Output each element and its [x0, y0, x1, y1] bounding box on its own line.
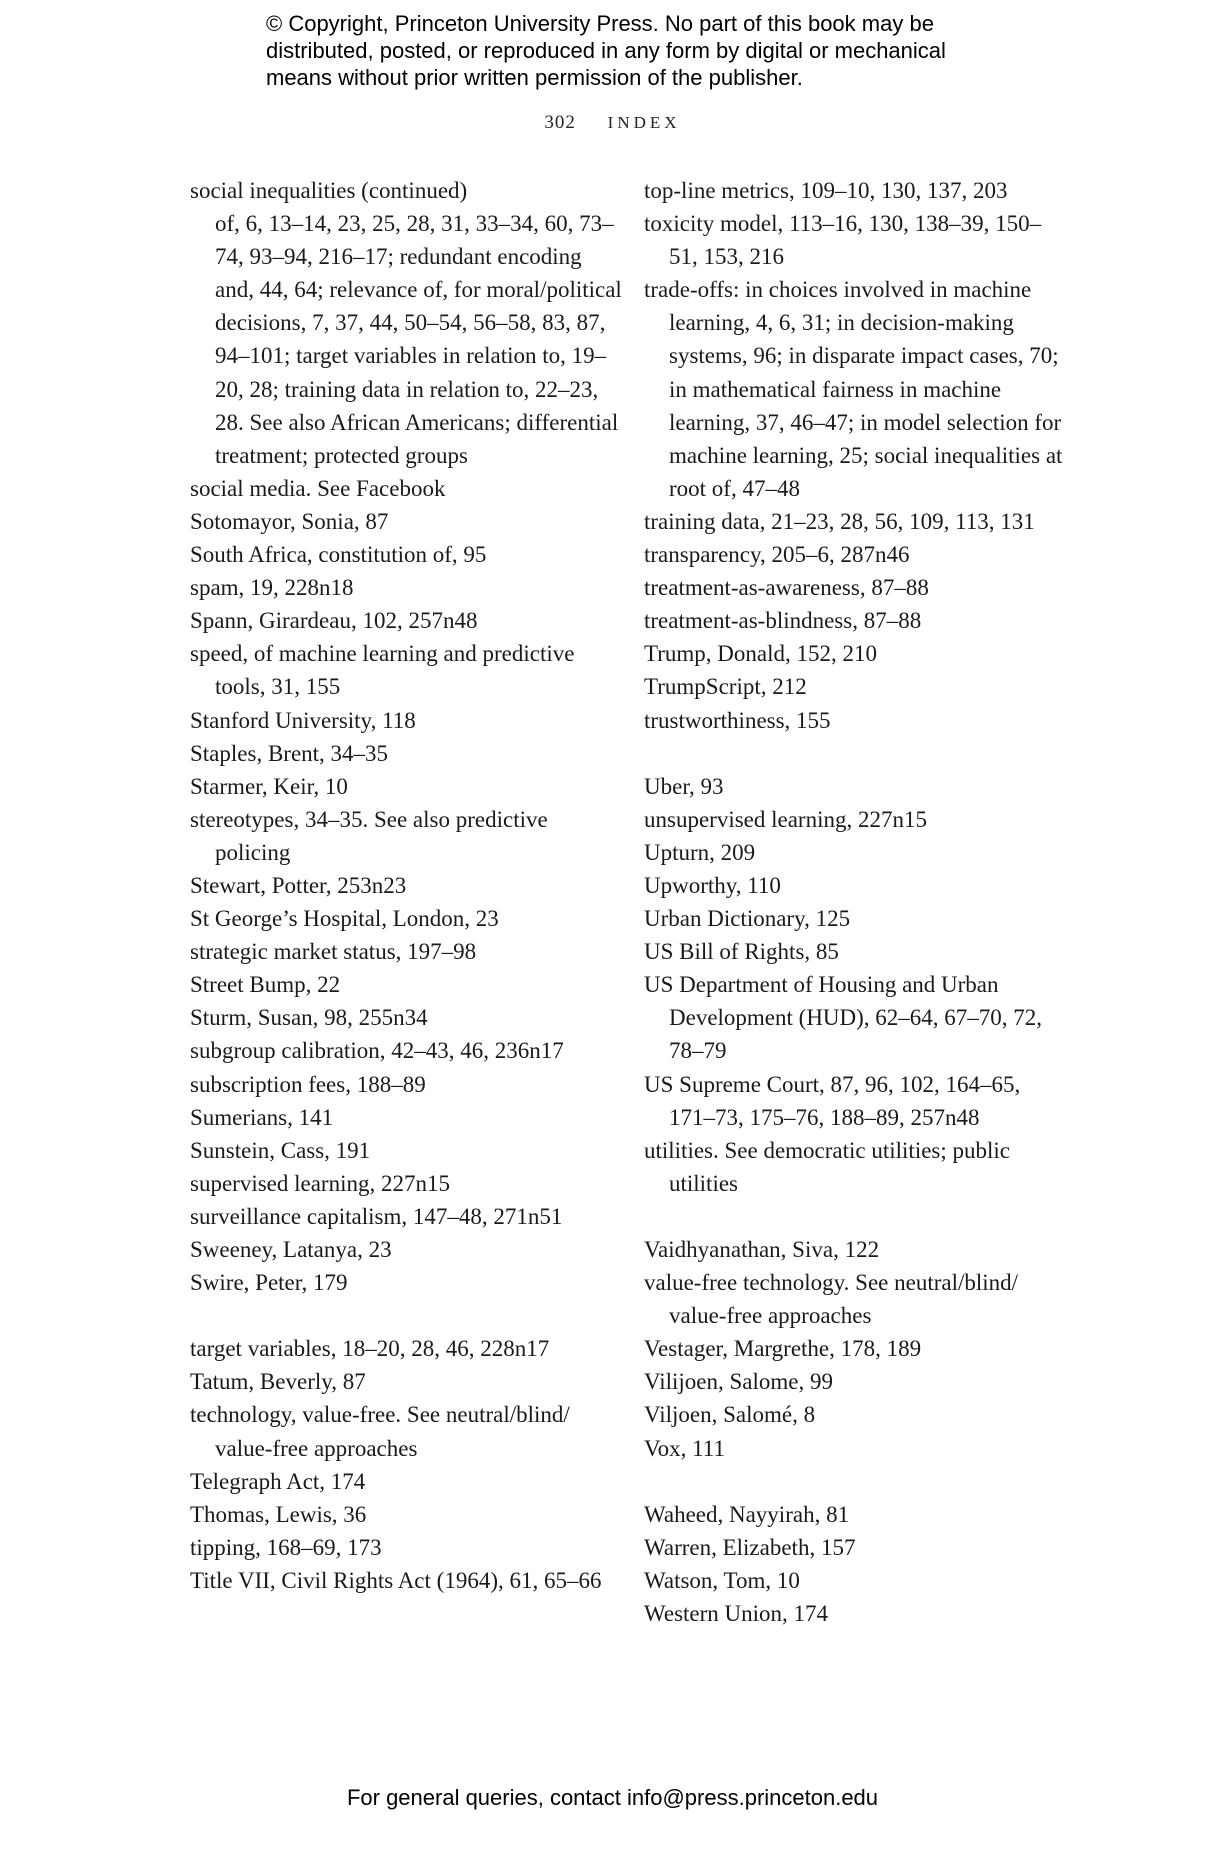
index-entry: Sweeney, Latanya, 23: [190, 1237, 392, 1262]
index-entry: supervised learning, 227n15: [190, 1170, 450, 1196]
index-entry: Sunstein, Cass, 191: [190, 1137, 371, 1163]
index-column-right: [644, 174, 1064, 1630]
index-entry: toxicity model, 113–16, 130, 138–39, 150–51, 153, 216: [644, 211, 1042, 270]
index-entry: technology, value-free. See neutral/blind/ value-free approaches: [190, 1402, 570, 1461]
index-entry: Waheed, Nayyirah, 81: [644, 1501, 850, 1527]
index-entry: unsupervised learning, 227n15: [644, 806, 927, 832]
index-entry: Staples, Brent, 34–35: [190, 740, 389, 766]
index-entry: Western Union, 174: [644, 1601, 829, 1627]
index-entry: TrumpScript, 212: [644, 674, 807, 700]
index-entry-continuation: of, 6, 13–14, 23, 25, 28, 31, 33–34, 60, 73–74, 93–94, 216–17; redundant encoding and, 44, 64; relevance of, for moral/political decisions, 7, 37, 44, 50–54, 56–58, 83, 87, 94–101; target variables in relation to, 19–20, 28; training data in relation to, 22–23, 28. See also African Americans; differential treatment; protected groups: [215, 211, 622, 468]
index-entry: target variables, 18–20, 28, 46, 228n17: [190, 1336, 550, 1362]
index-entry: Thomas, Lewis, 36: [190, 1501, 367, 1527]
index-column-left: [190, 174, 625, 1597]
index-entry: Spann, Girardeau, 102, 257n48: [190, 608, 478, 634]
index-entry: treatment-as-awareness, 87–88: [644, 575, 929, 601]
index-entry: subgroup calibration, 42–43, 46, 236n17: [190, 1038, 564, 1064]
index-section-gap: [644, 1465, 1064, 1498]
index-entry: subscription fees, 188–89: [190, 1071, 426, 1097]
index-entry: US Bill of Rights, 85: [644, 939, 839, 965]
index-entry: Upworthy, 110: [644, 872, 781, 898]
index-section-gap: [644, 1200, 1064, 1233]
index-entry: Watson, Tom, 10: [644, 1567, 800, 1593]
index-entry: Sturm, Susan, 98, 255n34: [190, 1005, 428, 1031]
copyright-line: means without prior written permission of the publisher.: [266, 65, 803, 90]
index-entry: Uber, 93: [644, 773, 724, 799]
copyright-line: © Copyright, Princeton University Press. No part of this book may be: [266, 11, 934, 36]
index-entry: spam, 19, 228n18: [190, 575, 354, 601]
index-entry: social inequalities (continued): [190, 178, 468, 203]
index-entry: Sotomayor, Sonia, 87: [190, 508, 389, 534]
index-entry: Telegraph Act, 174: [190, 1468, 366, 1494]
index-entry: tipping, 168–69, 173: [190, 1534, 382, 1560]
index-entry: value-free technology. See neutral/blind/ value-free approaches: [644, 1270, 1019, 1329]
index-entry: St George’s Hospital, London, 23: [190, 906, 499, 932]
index-entry: training data, 21–23, 28, 56, 109, 113, 131: [644, 508, 1035, 534]
index-entry: Vox, 111: [644, 1435, 725, 1461]
copyright-line: distributed, posted, or reproduced in any form by digital or mechanical: [266, 38, 946, 63]
index-entry: Street Bump, 22: [190, 972, 341, 998]
index-entry: trade-offs: in choices involved in machine learning, 4, 6, 31; in decision-making systems, 96; in disparate impact cases, 70; in mathematical fairness in machine learning, 37, 46–47; in model selection for machine learning, 25; social inequalities at root of, 47–48: [644, 277, 1063, 501]
index-section-gap: [644, 737, 1064, 770]
index-entry: surveillance capitalism, 147–48, 271n51: [190, 1203, 563, 1229]
page-number: 302: [544, 112, 576, 133]
index-entry: Starmer, Keir, 10: [190, 773, 348, 799]
index-entry: Vestager, Margrethe, 178, 189: [644, 1336, 922, 1362]
index-entry: stereotypes, 34–35. See also predictive policing: [190, 806, 548, 865]
index-entry: Tatum, Beverly, 87: [190, 1369, 366, 1395]
index-entry: South Africa, constitution of, 95: [190, 542, 487, 568]
index-section-gap: [190, 1299, 625, 1332]
index-entry: Trump, Donald, 152, 210: [644, 641, 877, 667]
index-entry: treatment-as-blindness, 87–88: [644, 608, 922, 634]
index-entry: top-line metrics, 109–10, 130, 137, 203: [644, 178, 1008, 203]
index-entry: Stewart, Potter, 253n23: [190, 872, 407, 898]
index-entry: Viljoen, Salomé, 8: [644, 1402, 816, 1428]
index-entry: speed, of machine learning and predictive tools, 31, 155: [190, 641, 575, 700]
footer-contact: For general queries, contact info@press.princeton.edu: [346, 1785, 879, 1810]
index-entry: strategic market status, 197–98: [190, 939, 477, 965]
index-entry: social media. See Facebook: [190, 475, 446, 501]
index-entry: Vaidhyanathan, Siva, 122: [644, 1237, 880, 1262]
index-entry: trustworthiness, 155: [644, 707, 831, 733]
running-head: [0, 112, 1225, 134]
index-entry: US Supreme Court, 87, 96, 102, 164–65, 171–73, 175–76, 188–89, 257n48: [644, 1071, 1021, 1130]
index-entry: Urban Dictionary, 125: [644, 906, 851, 932]
index-entry: US Department of Housing and Urban Development (HUD), 62–64, 67–70, 72, 78–79: [644, 972, 1043, 1064]
index-entry: Vilijoen, Salome, 99: [644, 1369, 833, 1395]
index-entry: Sumerians, 141: [190, 1104, 334, 1130]
index-entry: utilities. See democratic utilities; public utilities: [644, 1137, 1011, 1196]
copyright-notice: [266, 10, 986, 91]
index-entry: transparency, 205–6, 287n46: [644, 542, 910, 568]
index-entry: Upturn, 209: [644, 839, 756, 865]
index-entry: Swire, Peter, 179: [190, 1270, 348, 1296]
section-title: INDEX: [607, 113, 681, 132]
index-entry: Stanford University, 118: [190, 707, 416, 733]
index-entry: Warren, Elizabeth, 157: [644, 1534, 856, 1560]
index-entry: Title VII, Civil Rights Act (1964), 61, 65–66: [190, 1567, 602, 1593]
